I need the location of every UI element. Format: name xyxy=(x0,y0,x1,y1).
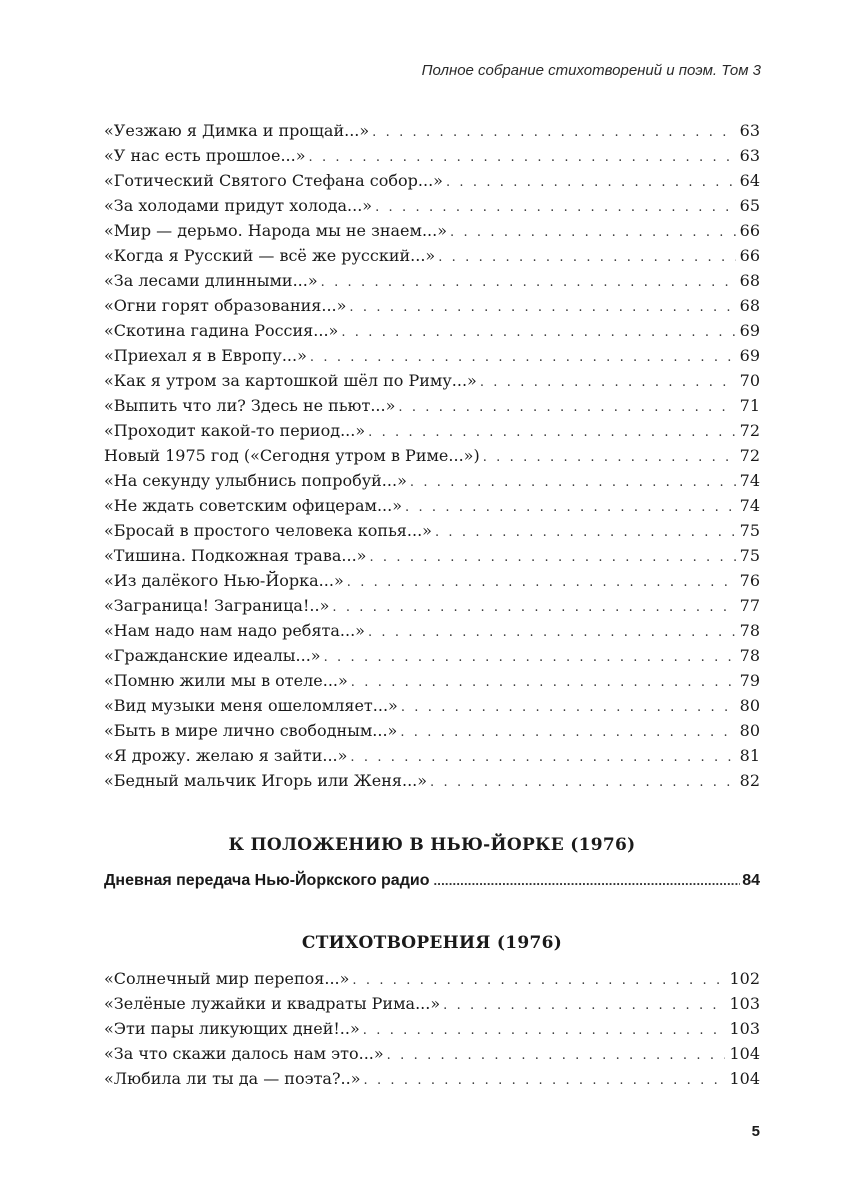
toc-entry[interactable] xyxy=(104,268,760,293)
toc-entry[interactable] xyxy=(104,568,760,593)
toc-entry[interactable] xyxy=(104,368,760,393)
toc-entry[interactable] xyxy=(104,293,760,318)
toc-entry-page: 104 xyxy=(729,1044,760,1063)
toc-leader-dots xyxy=(349,295,735,320)
toc-leader-dots xyxy=(309,145,736,170)
toc-leader-dots xyxy=(368,620,736,645)
toc-entry[interactable] xyxy=(104,693,760,718)
toc-entry[interactable] xyxy=(104,468,760,493)
toc-entry[interactable] xyxy=(104,743,760,768)
toc-entry-title: «Любила ли ты да — поэта?..» xyxy=(104,1069,361,1088)
toc-entry[interactable] xyxy=(104,393,760,418)
toc-entry[interactable] xyxy=(104,618,760,643)
toc-leader-dots xyxy=(410,470,736,495)
toc-leader-dots xyxy=(405,495,736,520)
toc-entry-title: «Эти пары ликующих дней!..» xyxy=(104,1019,360,1038)
toc-entry-page: 63 xyxy=(739,121,760,140)
toc-entry-title: «Солнечный мир перепоя...» xyxy=(104,969,350,988)
toc-entry-page: 70 xyxy=(739,371,760,390)
toc-entry-title: «Зелёные лужайки и квадраты Рима...» xyxy=(104,994,441,1013)
toc-entry-page: 72 xyxy=(739,421,760,440)
toc-leader-dots xyxy=(433,868,740,894)
toc-entry-page: 69 xyxy=(739,321,760,340)
toc-entry[interactable] xyxy=(104,868,760,894)
toc-entry-page: 79 xyxy=(739,671,760,690)
toc-entry-title: «Мир — дерьмо. Народа мы не знаем...» xyxy=(104,221,447,240)
toc-entry[interactable] xyxy=(104,143,760,168)
running-header: Полное собрание стихотворений и поэм. Том 3 xyxy=(421,62,761,79)
toc-leader-dots xyxy=(387,1043,726,1068)
toc-leader-dots xyxy=(332,595,735,620)
toc-list-new-york xyxy=(104,868,760,894)
toc-entry-title: «Огни горят образования...» xyxy=(104,296,347,315)
toc-leader-dots xyxy=(438,245,735,270)
toc-entry-title: «За лесами длинными...» xyxy=(104,271,318,290)
toc-list xyxy=(104,118,760,793)
toc-leader-dots xyxy=(321,270,736,295)
toc-entry-title: Новый 1975 год («Сегодня утром в Риме...») xyxy=(104,446,480,465)
toc-entry[interactable] xyxy=(104,343,760,368)
toc-leader-dots xyxy=(347,570,736,595)
toc-leader-dots xyxy=(435,520,736,545)
toc-entry-title: «Уезжаю я Димка и прощай...» xyxy=(104,121,370,140)
toc-leader-dots xyxy=(324,645,736,670)
toc-entry-page: 72 xyxy=(739,446,760,465)
toc-leader-dots xyxy=(363,1018,726,1043)
toc-entry[interactable] xyxy=(104,118,760,143)
toc-entry[interactable] xyxy=(104,768,760,793)
toc-entry-page: 75 xyxy=(739,521,760,540)
toc-entry-page: 80 xyxy=(739,696,760,715)
toc-entry-page: 69 xyxy=(739,346,760,365)
toc-entry-page: 103 xyxy=(729,994,760,1013)
toc-entry-page: 102 xyxy=(729,969,760,988)
toc-entry-page: 78 xyxy=(739,646,760,665)
toc-leader-dots xyxy=(369,545,735,570)
toc-entry[interactable] xyxy=(104,543,760,568)
toc-leader-dots xyxy=(341,320,735,345)
toc-entry-title: «Готический Святого Стефана собор...» xyxy=(104,171,443,190)
toc-entry-title: «Как я утром за картошкой шёл по Риму...» xyxy=(104,371,477,390)
toc-entry-page: 84 xyxy=(742,872,760,889)
toc-entry[interactable] xyxy=(104,418,760,443)
toc-entry-title: «Бедный мальчик Игорь или Женя...» xyxy=(104,771,428,790)
toc-entry[interactable] xyxy=(104,218,760,243)
toc-entry-page: 77 xyxy=(739,596,760,615)
toc-entry-title: «На секунду улыбнись попробуй...» xyxy=(104,471,407,490)
toc-entry-title: «Когда я Русский — всё же русский...» xyxy=(104,246,436,265)
toc-entry-title: «Из далёкого Нью-Йорка...» xyxy=(104,571,344,590)
toc-entry-title: «Проходит какой-то период...» xyxy=(104,421,366,440)
toc-entry-title: «Заграница! Заграница!..» xyxy=(104,596,330,615)
toc-entry-page: 103 xyxy=(729,1019,760,1038)
toc-leader-dots xyxy=(352,968,725,993)
toc-entry-title: «Приехал я в Европу...» xyxy=(104,346,307,365)
toc-leader-dots xyxy=(350,745,735,770)
toc-entry[interactable] xyxy=(104,1066,760,1091)
toc-entry-title: «Гражданские идеалы...» xyxy=(104,646,321,665)
toc-entry-page: 65 xyxy=(739,196,760,215)
toc-leader-dots xyxy=(480,370,736,395)
toc-entry[interactable] xyxy=(104,443,760,468)
toc-leader-dots xyxy=(483,445,736,470)
page-number: 5 xyxy=(751,1123,760,1140)
toc-entry-title: «Не ждать советским офицерам...» xyxy=(104,496,402,515)
toc-entry-page: 74 xyxy=(739,496,760,515)
section-heading-new-york: К ПОЛОЖЕНИЮ В НЬЮ-ЙОРКЕ (1976) xyxy=(228,835,636,855)
toc-leader-dots xyxy=(450,220,736,245)
toc-entry[interactable] xyxy=(104,643,760,668)
toc-leader-dots xyxy=(400,720,735,745)
toc-entry-title: «У нас есть прошлое...» xyxy=(104,146,306,165)
toc-entry-page: 82 xyxy=(739,771,760,790)
toc-entry[interactable] xyxy=(104,518,760,543)
toc-leader-dots xyxy=(446,170,736,195)
toc-leader-dots xyxy=(364,1068,726,1093)
toc-entry-page: 78 xyxy=(739,621,760,640)
toc-leader-dots xyxy=(372,120,735,145)
toc-entry-page: 66 xyxy=(739,246,760,265)
toc-entry-page: 64 xyxy=(739,171,760,190)
toc-entry[interactable] xyxy=(104,593,760,618)
toc-entry-title: «Нам надо нам надо ребята...» xyxy=(104,621,365,640)
toc-leader-dots xyxy=(368,420,736,445)
toc-entry[interactable] xyxy=(104,668,760,693)
toc-entry-page: 80 xyxy=(739,721,760,740)
toc-entry-title: «Тишина. Подкожная трава...» xyxy=(104,546,367,565)
toc-entry-title: «Быть в мире лично свободным...» xyxy=(104,721,398,740)
toc-entry-page: 63 xyxy=(739,146,760,165)
toc-entry-page: 104 xyxy=(729,1069,760,1088)
toc-entry-title: «Бросай в простого человека копья...» xyxy=(104,521,432,540)
toc-entry[interactable] xyxy=(104,243,760,268)
toc-entry-title: «Вид музыки меня ошеломляет...» xyxy=(104,696,398,715)
toc-entry[interactable] xyxy=(104,991,760,1016)
toc-leader-dots xyxy=(310,345,736,370)
toc-entry-page: 81 xyxy=(739,746,760,765)
toc-leader-dots xyxy=(375,195,736,220)
toc-leader-dots xyxy=(443,993,725,1018)
toc-leader-dots xyxy=(430,770,736,795)
toc-entry-title: «Выпить что ли? Здесь не пьют...» xyxy=(104,396,396,415)
toc-entry-page: 74 xyxy=(739,471,760,490)
toc-list-poems-1976 xyxy=(104,966,760,1091)
toc-entry-page: 68 xyxy=(739,271,760,290)
toc-leader-dots xyxy=(351,670,736,695)
toc-entry-page: 71 xyxy=(739,396,760,415)
toc-entry[interactable] xyxy=(104,1016,760,1041)
toc-entry-page: 66 xyxy=(739,221,760,240)
toc-entry-page: 75 xyxy=(739,546,760,565)
toc-entry[interactable] xyxy=(104,318,760,343)
toc-entry[interactable] xyxy=(104,966,760,991)
toc-entry-page: 68 xyxy=(739,296,760,315)
toc-leader-dots xyxy=(398,395,735,420)
toc-entry-title: Дневная передача Нью-Йоркского радио xyxy=(104,872,430,889)
toc-entry[interactable] xyxy=(104,193,760,218)
toc-entry-title: «За холодами придут холода...» xyxy=(104,196,373,215)
toc-leader-dots xyxy=(401,695,736,720)
toc-entry[interactable] xyxy=(104,168,760,193)
toc-entry-title: «Помню жили мы в отеле...» xyxy=(104,671,348,690)
toc-entry[interactable] xyxy=(104,1041,760,1066)
toc-entry-title: «Я дрожу. желаю я зайти...» xyxy=(104,746,348,765)
toc-entry[interactable] xyxy=(104,718,760,743)
toc-entry-page: 76 xyxy=(739,571,760,590)
toc-entry-title: «Скотина гадина Россия...» xyxy=(104,321,339,340)
toc-entry-title: «За что скажи далось нам это...» xyxy=(104,1044,384,1063)
section-heading-poems-1976: СТИХОТВОРЕНИЯ (1976) xyxy=(301,933,563,953)
toc-entry[interactable] xyxy=(104,493,760,518)
